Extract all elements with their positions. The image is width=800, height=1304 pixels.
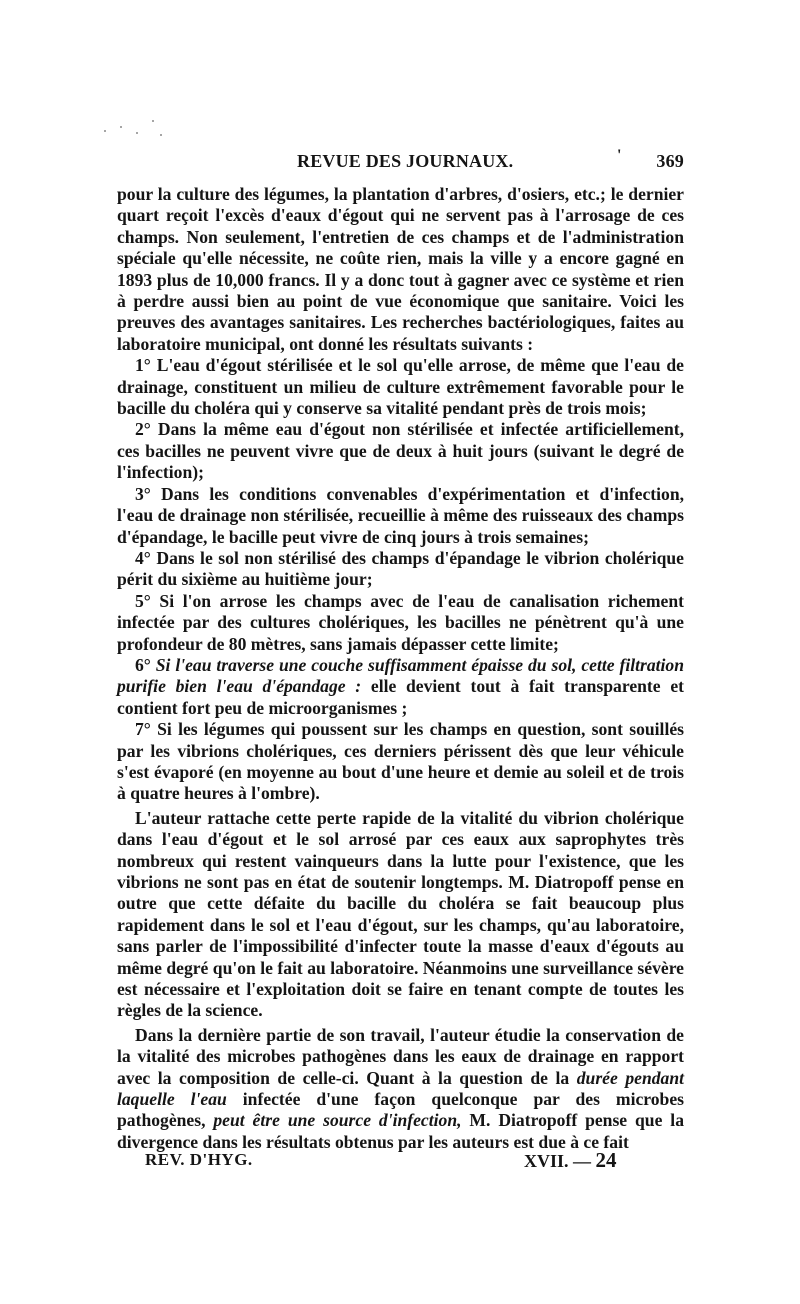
last-part-emphasis-2: peut être une source d'infection,: [213, 1110, 462, 1131]
page-number: 369: [656, 151, 684, 171]
result-6-rest: elle devient tout à fait transparente et contient fort peu de microorganismes ;: [117, 676, 685, 718]
paragraph-author-conclusion: L'auteur rattache cette perte rapide de la vitalité du vibrion cholérique dans l'eau d'égout et le sol arrosé par ces eaux aux saprophytes très nombreux qui restent vainqueurs dans la lutte pour l'existence, que les vibrions ne sont pas en état de soutenir longtemps. M. Diatropoff pense en outre que cette défaite du bacille du choléra se fait beaucoup plus rapidement dans le sol et l'eau d'égout, sur les champs, qu'au laboratoire, sans parler de l'impossibilité d'infecter toute la masse d'eaux d'égouts au même degré qu'on le fait au laboratoire. Néanmoins une surveillance sévère est nécessaire et l'exploitation doit se faire en tenant compte de toutes les règles de la science.: [117, 807, 684, 1021]
result-item-4: 4° Dans le sol non stérilisé des champs d'épandage le vibrion cholérique périt du sixième au huitième jour;: [117, 547, 684, 590]
last-part-text-2: infectée d'une façon quelconque par des microbes pathogènes,: [117, 1089, 684, 1131]
paragraph-last-part: [117, 1025, 684, 1153]
footer-sheet-number: 24: [595, 1148, 617, 1172]
page-footer: [145, 1148, 645, 1174]
running-header: [117, 147, 684, 177]
result-6-emphasis: Si l'eau traverse une couche suffisamment épaisse du sol, cette filtration purifie bien l'eau d'épandage :: [117, 654, 684, 697]
header-mark: ': [617, 147, 622, 164]
footer-journal-abbrev: REV. D'HYG.: [145, 1150, 253, 1169]
journal-section-title: REVUE DES JOURNAUX.: [297, 151, 514, 171]
result-item-6: [117, 655, 684, 719]
result-item-2: 2° Dans la même eau d'égout non stérilisée et infectée artificiellement, ces bacilles ne peuvent vivre que de deux à huit jours (suivant le degré de l'infection);: [117, 419, 684, 483]
scan-specks: [100, 118, 180, 148]
result-item-1: 1° L'eau d'égout stérilisée et le sol qu'elle arrose, de même que l'eau de drainage, constituent un milieu de culture extrêmement favorable pour le bacille du choléra qui y conserve sa vitalité pendant près de trois mois;: [117, 355, 684, 419]
result-item-3: 3° Dans les conditions convenables d'expérimentation et d'infection, l'eau de drainage non stérilisée, recueillie à même des ruisseaux des champs d'épandage, le bacille peut vivre de cinq jours à trois semaines;: [117, 483, 684, 547]
result-6-number: 6°: [135, 654, 156, 675]
article-body: [117, 184, 684, 1153]
paragraph-continuation: pour la culture des légumes, la plantation d'arbres, d'osiers, etc.; le dernier quart reçoit l'excès d'eaux d'égout qui ne servent pas à l'arrosage de ces champs. Non seulement, l'entretien de ces champs et de l'administration spéciale qu'elle nécessite, ne coûte rien, mais la ville y a encore gagné en 1893 plus de 10,000 francs. Il y a donc tout à gagner avec ce système et rien à perdre aussi bien au point de vue économique que sanitaire. Voici les preuves des avantages sanitaires. Les recherches bactériologiques, faites au laboratoire municipal, ont donné les résultats suivants :: [117, 184, 684, 354]
result-item-7: 7° Si les légumes qui poussent sur les champs en question, sont souillés par les vibrions cholériques, ces derniers périssent dès que leur véhicule s'est évaporé (en moyenne au bout d'une heure et demie au soleil et de trois à quatre heures à l'ombre).: [117, 719, 684, 804]
footer-signature: [524, 1148, 617, 1173]
last-part-text-3: M. Diatropoff pense que la divergence dans les résultats obtenus par les auteurs est due à ce fait: [117, 1110, 684, 1152]
last-part-emphasis-1: durée pendant laquelle l'eau: [117, 1067, 684, 1110]
last-part-text-1: Dans la dernière partie de son travail, l'auteur étudie la conservation de la vitalité des microbes pathogènes dans les eaux de drainage en rapport avec la composition de celle-ci. Quant à la question de la: [117, 1024, 684, 1088]
result-item-5: 5° Si l'on arrose les champs avec de l'eau de canalisation richement infectée par des cultures cholériques, les bacilles ne pénètrent qu'à une profondeur de 80 mètres, sans jamais dépasser cette limite;: [117, 590, 684, 654]
footer-volume: XVII. —: [524, 1151, 592, 1171]
